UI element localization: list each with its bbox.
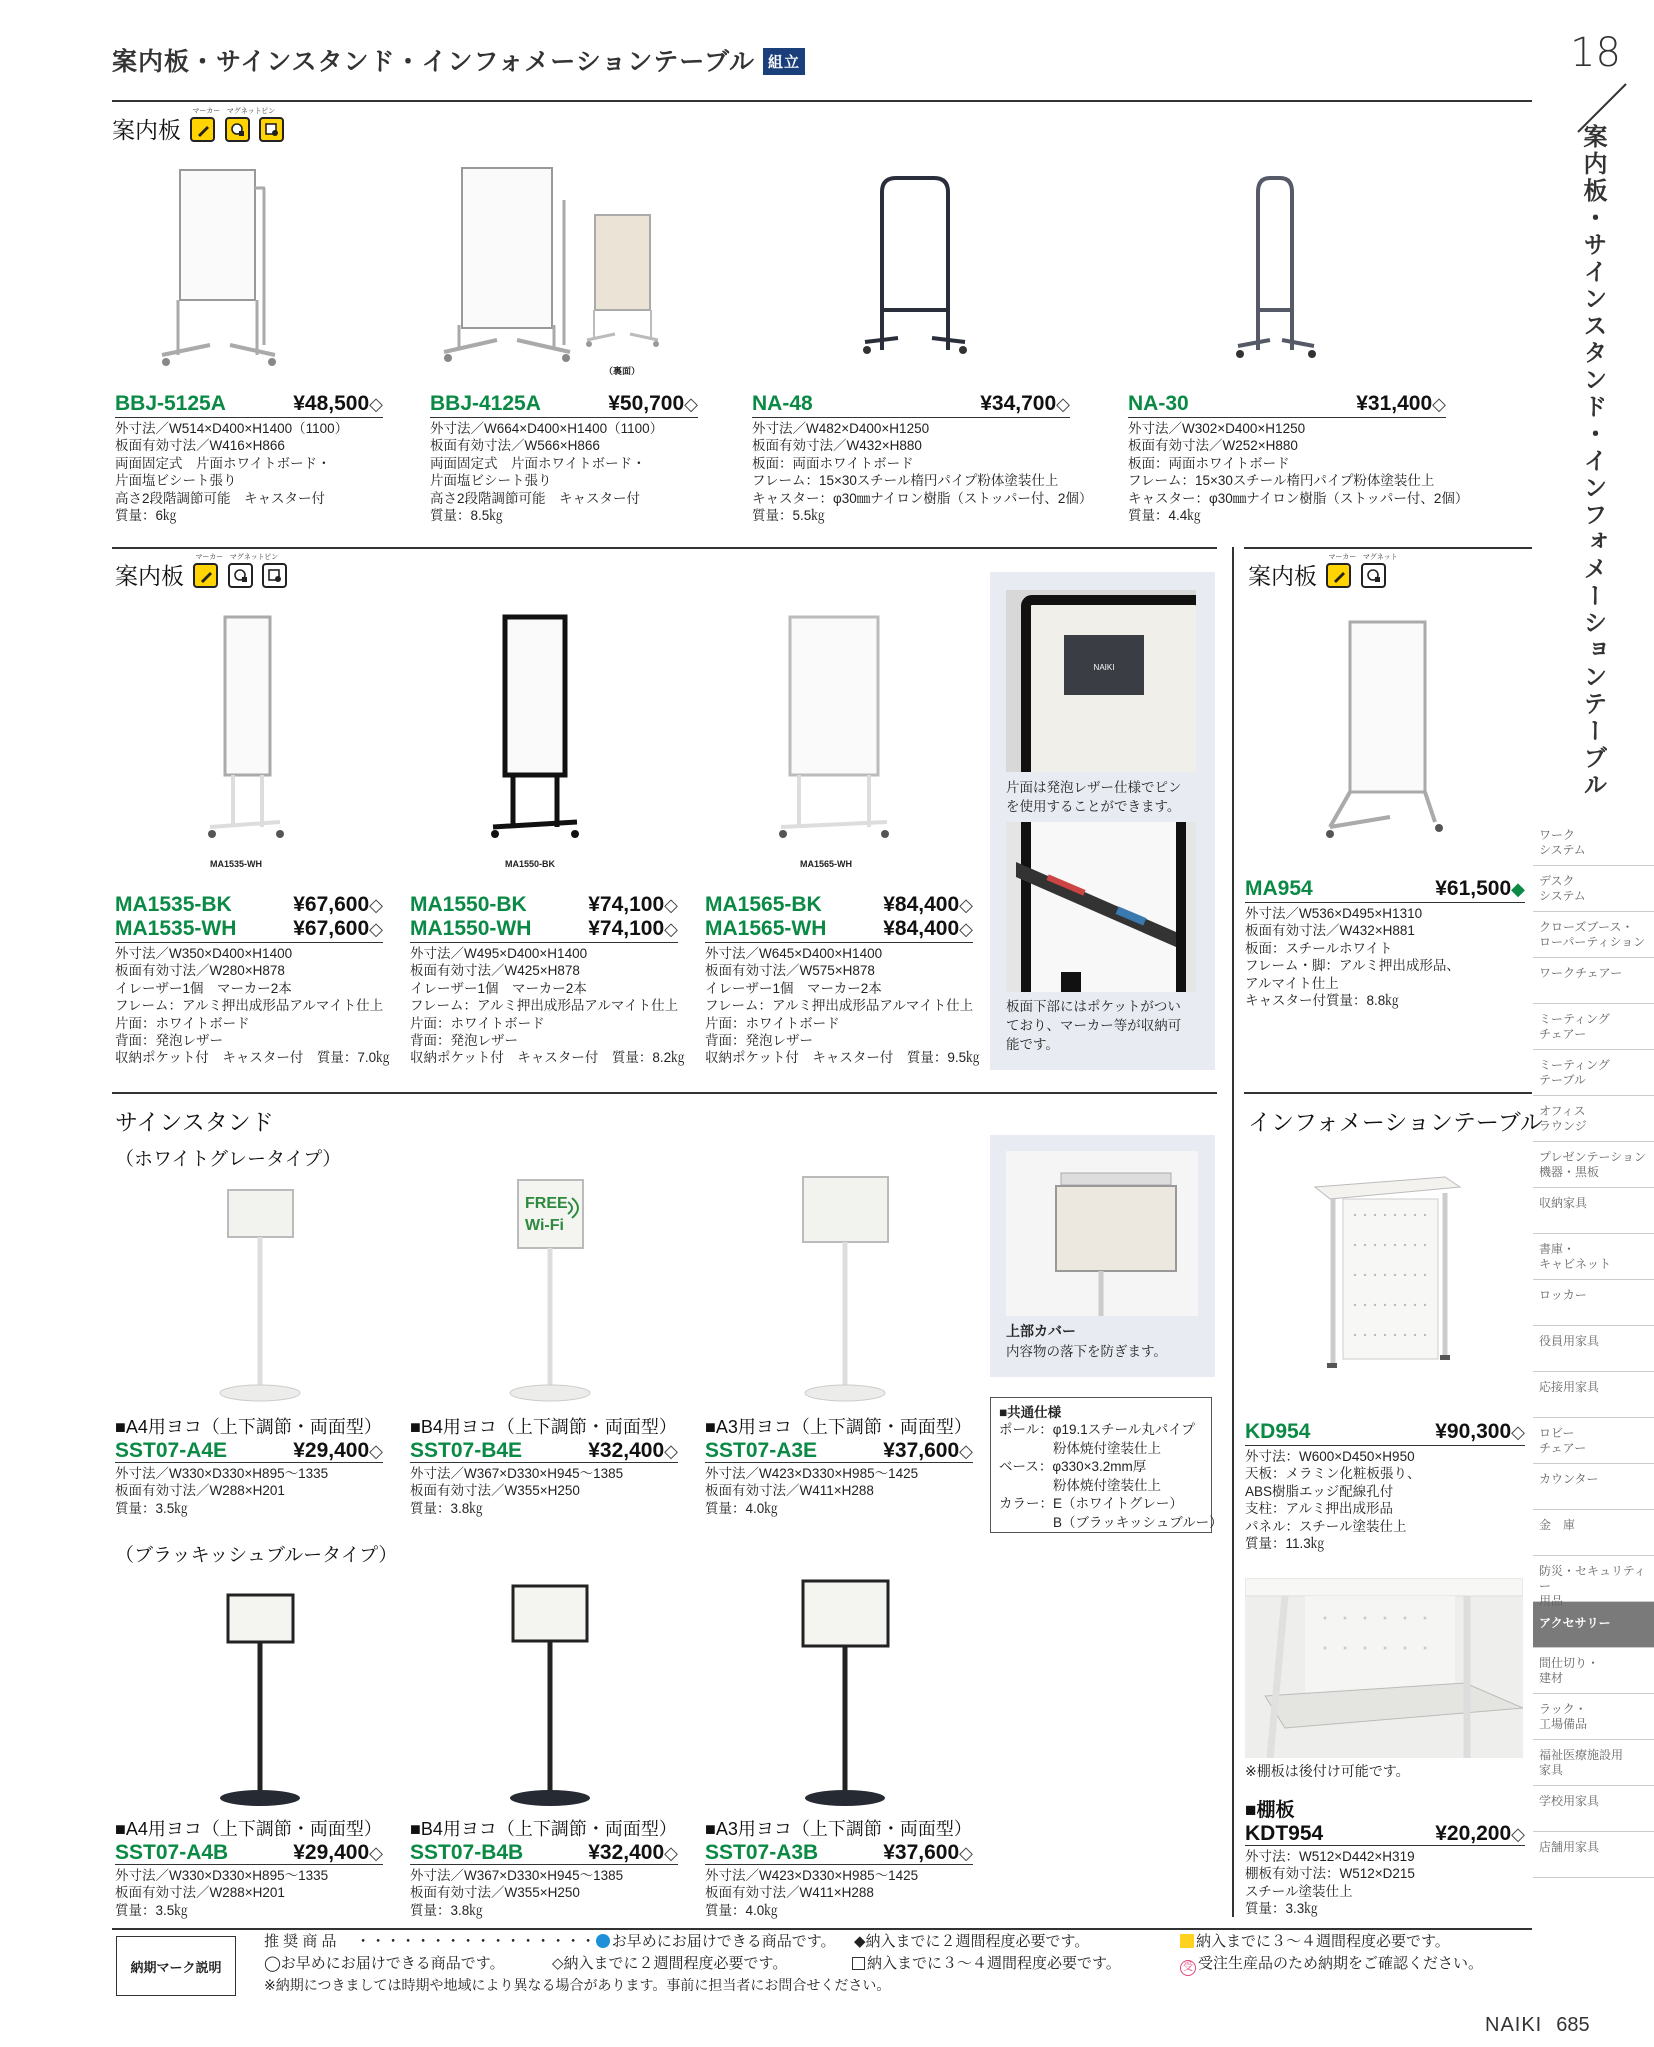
white-gray-type-heading: （ホワイトグレータイプ） xyxy=(115,1149,342,1170)
kd954-photo xyxy=(1305,1165,1465,1380)
price: ¥34,700 xyxy=(980,392,1057,415)
page-header xyxy=(112,42,1532,102)
naiki-logo-text: NAIKI xyxy=(1093,663,1115,672)
section3-title: 案内板 マーカー マグネット xyxy=(1248,554,1398,589)
ma1535-caption: MA1535-WH xyxy=(210,859,263,869)
legend-note: ※納期につきましては時期や地域により異なる場合があります。事前に担当者にお問合せください。 xyxy=(264,1977,891,1993)
model-name: BBJ-4125A xyxy=(430,392,541,415)
section2-rule xyxy=(112,547,1217,549)
ma1565-photo xyxy=(775,612,895,842)
side-nav-item[interactable]: クローズブース・ ローパーティション xyxy=(1533,912,1654,958)
side-nav-item[interactable]: 収納家具 xyxy=(1533,1188,1654,1234)
section5-rule xyxy=(1244,1092,1532,1094)
delivery-mark: ◇ xyxy=(1056,394,1070,414)
side-vertical-title: 案内板・サインスタンド・インフォメーションテーブル xyxy=(1579,124,1606,799)
side-nav-item[interactable]: 店舗用家具 xyxy=(1533,1832,1654,1878)
magnet-icon: マグネット xyxy=(1361,563,1386,588)
feature-panel xyxy=(990,572,1215,1070)
side-nav-item[interactable]: オフィス ラウンジ xyxy=(1533,1096,1654,1142)
section5-title: インフォメーションテーブル xyxy=(1248,1109,1543,1135)
pocket-closeup-photo xyxy=(1006,822,1196,992)
chapter-number: 18 xyxy=(1570,30,1621,76)
cover-title: 上部カバー xyxy=(1006,1323,1076,1339)
panel-text-1: 片面は発泡レザー仕様でピン を使用することができます。 xyxy=(1006,780,1182,814)
sst07-b4b-photo xyxy=(500,1578,600,1810)
ma1550-caption: MA1550-BK xyxy=(505,859,556,869)
na-48-photo xyxy=(860,170,970,360)
model-name: BBJ-5125A xyxy=(115,392,226,415)
wifi-sign-text: Wi-Fi xyxy=(525,1217,564,1234)
product-sst07-a4e: ■A4用ヨコ（上下調節・両面型） SST07-A4E ¥29,400◇ 外寸法／W330×D330×H895～1335 板面有効寸法／W288×H201 質量：3.5㎏ xyxy=(115,1417,383,1516)
product-sst07-a4b: ■A4用ヨコ（上下調節・両面型） SST07-A4B ¥29,400◇ 外寸法／W330×D330×H895～1335 板面有効寸法／W288×H201 質量：3.5㎏ xyxy=(115,1819,383,1918)
blackish-blue-type-heading: （ブラッキッシュブルータイプ） xyxy=(115,1545,398,1566)
marker-icon: マーカー xyxy=(1326,563,1351,588)
legend-3to4-recommend: 納入までに３～４週間程度必要です。 xyxy=(1180,1930,1450,1951)
marker-icon: マーカー xyxy=(193,563,218,588)
delivery-legend xyxy=(112,1928,1532,2002)
product-kdt954: ■棚板 KDT954 ¥20,200◇ 外寸法：W512×D442×H319 棚板有効寸法：W512×D215 スチール塗装仕上 質量：3.3㎏ xyxy=(1245,1800,1525,1917)
side-nav-item[interactable]: 福祉医療施設用 家具 xyxy=(1533,1740,1654,1786)
na-30-photo xyxy=(1230,170,1320,365)
side-nav-item[interactable]: 応接用家具 xyxy=(1533,1372,1654,1418)
product-ma1565: MA1565-BK ¥84,400◇ MA1565-WH ¥84,400◇ 外寸法／W645×D400×H1400 板面有効寸法／W575×H878 イレーザー1個 マーカー2本 フレーム：アルミ押出成形品アルマイト仕上 片面：ホワイトボード 背面：発泡レザー 収納ポケット付 キャスター付 質量：9.5㎏ xyxy=(705,893,980,1066)
product-sst07-a3e: ■A3用ヨコ（上下調節・両面型） SST07-A3E ¥37,600◇ 外寸法／W423×D330×H985～1425 板面有効寸法／W411×H288 質量：4.0㎏ xyxy=(705,1417,973,1516)
ma1550-photo xyxy=(485,612,585,842)
made-to-order-icon: 受 xyxy=(1180,1960,1196,1976)
sst07-a3e-photo xyxy=(790,1172,900,1405)
product-bbj-5125a: BBJ-5125A ¥48,500◇ 外寸法／W514×D400×H1400（1100） 板面有効寸法／W416×H866 両面固定式 片面ホワイトボード・ 片面塩ビシート張り 高さ2段階調節可能 キャスター付 質量：6㎏ xyxy=(115,392,383,524)
bbj-5125a-photo xyxy=(160,160,280,375)
legend-recommend: 推 奨 商 品 ・・・・・・・・・・・・・・・・ お早めにお届けできる商品です。 xyxy=(264,1933,836,1950)
footer-brand: NAIKI xyxy=(1485,2014,1543,2036)
bbj-4125a-back-photo xyxy=(585,210,660,360)
bbj-4125a-photo xyxy=(442,160,572,365)
pin-icon: ピン xyxy=(259,117,284,142)
section2-title: 案内板 マーカー マグネット ピン xyxy=(115,558,287,591)
side-nav-item[interactable]: ワーク システム xyxy=(1533,820,1654,866)
delivery-mark: ◇ xyxy=(684,394,698,414)
shelf-note: ※棚板は後付け可能です。 xyxy=(1245,1763,1410,1779)
side-nav-item[interactable]: デスク システム xyxy=(1533,866,1654,912)
section4-rule xyxy=(112,1092,1217,1094)
panel-text-2: 板面下部にはポケットがつい ており、マーカー等が収納可 能です。 xyxy=(1006,999,1182,1052)
side-nav-item[interactable]: 書庫・ キャビネット xyxy=(1533,1234,1654,1280)
section4-title: サインスタンド xyxy=(115,1109,274,1135)
assembly-badge: 組立 xyxy=(763,48,805,75)
ma954-photo xyxy=(1315,612,1455,842)
price: ¥31,400 xyxy=(1356,392,1433,415)
cover-text: 内容物の落下を防ぎます。 xyxy=(1006,1344,1167,1359)
legend-3to4: 納入までに３～４週間程度必要です。 xyxy=(852,1952,1121,1973)
product-kd954: KD954 ¥90,300◇ 外寸法：W600×D450×H950 天板：メラミン化粧板張り、 ABS樹脂エッジ配線孔付 支柱：アルミ押出成形品 パネル：スチール塗装仕上 質量：11.3㎏ xyxy=(1245,1420,1525,1552)
product-sst07-b4e: ■B4用ヨコ（上下調節・両面型） SST07-B4E ¥32,400◇ 外寸法／W367×D330×H945～1385 板面有効寸法／W355×H250 質量：3.8㎏ xyxy=(410,1417,678,1516)
product-sst07-a3b: ■A3用ヨコ（上下調節・両面型） SST07-A3B ¥37,600◇ 外寸法／W423×D330×H985～1425 板面有効寸法／W411×H288 質量：4.0㎏ xyxy=(705,1819,973,1918)
blue-dot-icon xyxy=(596,1934,610,1948)
free-sign-text: FREE xyxy=(525,1195,568,1212)
ma1535-photo xyxy=(200,612,290,842)
category-side-nav xyxy=(1533,820,1654,1878)
side-nav-item[interactable]: 間仕切り・ 建材 xyxy=(1533,1648,1654,1694)
side-nav-item[interactable]: ロビー チェアー xyxy=(1533,1418,1654,1464)
magnet-icon: マグネット xyxy=(228,563,253,588)
gray-square-icon xyxy=(852,1957,865,1970)
price: ¥48,500 xyxy=(293,392,370,415)
product-ma954: MA954 ¥61,500◆ 外寸法／W536×D495×H1310 板面有効寸法／W432×H881 板面：スチールホワイト フレーム・脚：アルミ押出成形品、 アルマイト仕上 キャスター付質量：8.8㎏ xyxy=(1245,877,1525,1009)
sst07-b4e-photo xyxy=(500,1172,600,1405)
side-nav-item[interactable]: ロッカー xyxy=(1533,1280,1654,1326)
legend-made-to-order: 受 受注生産品のため納期をご確認ください。 xyxy=(1180,1952,1483,1976)
side-nav-item[interactable]: 学校用家具 xyxy=(1533,1786,1654,1832)
model-name: NA-48 xyxy=(752,392,813,415)
product-ma1550: MA1550-BK ¥74,100◇ MA1550-WH ¥74,100◇ 外寸法／W495×D400×H1400 板面有効寸法／W425×H878 イレーザー1個 マーカー2本 フレーム：アルミ押出成形品アルマイト仕上 片面：ホワイトボード 背面：発泡レザー 収納ポケット付 キャスター付 質量：8.2㎏ xyxy=(410,893,685,1066)
leather-closeup-photo xyxy=(1006,590,1196,772)
ma1565-caption: MA1565-WH xyxy=(800,859,853,869)
side-nav-item[interactable]: ミーティング チェアー xyxy=(1533,1004,1654,1050)
product-na-48: NA-48 ¥34,700◇ 外寸法／W482×D400×H1250 板面有効寸法／W432×H880 板面：両面ホワイトボード フレーム：15×30スチール楕円パイプ粉体塗装仕上 キャスター：φ30㎜ナイロン樹脂（ストッパー付、2個） 質量：5.5㎏ xyxy=(752,392,1093,524)
common-spec-box: ■共通仕様 ポール：φ19.1スチール丸パイプ 粉体焼付塗装仕上 ベース：φ330×3.2mm厚 粉体焼付塗装仕上 カラー：E（ホワイトグレー） B（ブラッキッシュブルー） xyxy=(990,1397,1212,1533)
side-nav-item[interactable]: ミーティング テーブル xyxy=(1533,1050,1654,1096)
sst07-a4b-photo xyxy=(205,1585,315,1810)
legend-2week: ◇納入までに２週間程度必要です。 xyxy=(552,1955,788,1972)
column-divider xyxy=(1232,547,1234,1917)
side-nav-item[interactable]: カウンター xyxy=(1533,1464,1654,1510)
price: ¥50,700 xyxy=(608,392,685,415)
marker-icon: マーカー xyxy=(190,117,215,142)
section1-title: 案内板 マーカー マグネット ピン xyxy=(112,112,284,145)
product-bbj-4125a: BBJ-4125A ¥50,700◇ 外寸法／W664×D400×H1400（1100） 板面有効寸法／W566×H866 両面固定式 片面ホワイトボード・ 片面塩ビシート張り 高さ2段階調節可能 キャスター付 質量：8.5㎏ xyxy=(430,392,698,524)
section3-rule xyxy=(1244,547,1532,549)
sst07-a4e-photo xyxy=(205,1180,315,1405)
legend-2week-black: ◆納入までに２週間程度必要です。 xyxy=(854,1933,1090,1950)
model-name: NA-30 xyxy=(1128,392,1189,415)
side-nav-item[interactable]: ラック・ 工場備品 xyxy=(1533,1694,1654,1740)
side-nav-item[interactable]: プレゼンテーション 機器・黒板 xyxy=(1533,1142,1654,1188)
delivery-mark: ◇ xyxy=(369,394,383,414)
sst07-a3b-photo xyxy=(790,1576,900,1810)
side-nav-item[interactable]: 役員用家具 xyxy=(1533,1326,1654,1372)
yellow-square-icon xyxy=(1180,1934,1194,1948)
side-nav-item[interactable]: 金 庫 xyxy=(1533,1510,1654,1556)
top-cover-panel xyxy=(990,1135,1215,1377)
product-sst07-b4b: ■B4用ヨコ（上下調節・両面型） SST07-B4B ¥32,400◇ 外寸法／W367×D330×H945～1385 板面有効寸法／W355×H250 質量：3.8㎏ xyxy=(410,1819,678,1918)
side-nav-item[interactable]: ワークチェアー xyxy=(1533,958,1654,1004)
top-cover-photo xyxy=(1006,1151,1198,1316)
page-number: 685 xyxy=(1556,2014,1590,2036)
product-ma1535: MA1535-BK ¥67,600◇ MA1535-WH ¥67,600◇ 外寸法／W350×D400×H1400 板面有効寸法／W280×H878 イレーザー1個 マーカー2本 フレーム：アルミ押出成形品アルマイト仕上 片面：ホワイトボード 背面：発泡レザー 収納ポケット付 キャスター付 質量：7.0㎏ xyxy=(115,893,390,1066)
product-na-30: NA-30 ¥31,400◇ 外寸法／W302×D400×H1250 板面有効寸法／W252×H880 板面：両面ホワイトボード フレーム：15×30スチール楕円パイプ粉体塗装仕上 キャスター：φ30㎜ナイロン樹脂（ストッパー付、2個） 質量：4.4㎏ xyxy=(1128,392,1469,524)
legend-label: 納期マーク説明 xyxy=(116,1936,236,1996)
shelf-photo xyxy=(1245,1578,1523,1758)
legend-fast: ◯お早めにお届けできる商品です。 xyxy=(264,1955,505,1972)
side-nav-item[interactable]: 防災・セキュリティー 用品 xyxy=(1533,1556,1654,1602)
magnet-icon: マグネット xyxy=(225,117,250,142)
page-footer xyxy=(1485,2014,1590,2037)
pin-icon: ピン xyxy=(262,563,287,588)
side-nav-item[interactable]: アクセサリー xyxy=(1533,1602,1654,1648)
back-caption: （裏面） xyxy=(604,366,641,376)
page-title: 案内板・サインスタンド・インフォメーションテーブル 組立 xyxy=(112,42,805,78)
delivery-mark: ◇ xyxy=(1432,394,1446,414)
